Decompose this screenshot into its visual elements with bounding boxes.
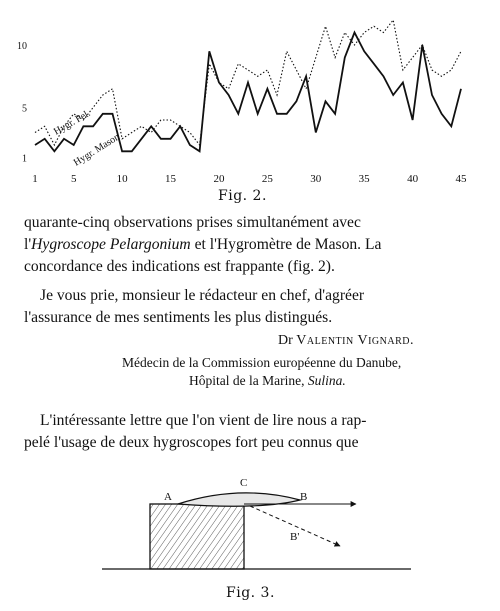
text-fragment: et l'Hygromètre de Mason. La <box>190 236 382 253</box>
text-line: quarante-cinq observations prises simultanément avec <box>24 214 361 231</box>
label-a: A <box>164 491 172 503</box>
paragraph-observations <box>24 212 454 278</box>
label-c: C <box>240 477 248 489</box>
label-b: B <box>300 491 308 503</box>
series-label-hygr-mason: Hygr. Mason <box>71 131 122 169</box>
signature-name <box>278 333 414 349</box>
text-line: concordance des indications est frappante (fig. 2). <box>24 258 335 275</box>
x-tick-label: 10 <box>116 173 128 185</box>
x-tick-label: 30 <box>310 173 322 185</box>
signature-hospital <box>189 373 346 389</box>
text-line: pelé l'usage de deux hygroscopes fort peu connus que <box>24 434 359 451</box>
paragraph-salutation <box>24 285 454 329</box>
series-label-hygr-pel: Hygr. Pel. <box>52 107 93 138</box>
x-tick-label: 40 <box>407 173 419 185</box>
y-tick-label: 1 <box>22 153 27 165</box>
text-line: l'assurance de mes sentiments les plus distingués. <box>24 309 333 326</box>
text-fragment: l' <box>24 236 32 253</box>
x-tick-label: 25 <box>261 173 273 185</box>
fig2-caption: Fig. 2. <box>218 188 267 204</box>
paragraph-hygroscopes <box>24 410 454 454</box>
text-line <box>24 234 454 256</box>
y-tick-label: 5 <box>22 103 27 115</box>
signature-affiliation: Médecin de la Commission européenne du Danube, <box>122 355 402 370</box>
title-prefix: Dr <box>278 333 297 348</box>
x-tick-label: 20 <box>213 173 225 185</box>
x-tick-label: 45 <box>455 173 467 185</box>
fig3-caption: Fig. 3. <box>226 585 275 601</box>
y-tick-label: 10 <box>17 41 27 52</box>
text-fragment: Hôpital de la Marine, <box>189 373 308 388</box>
italic-term: Hygroscope Pelargonium <box>31 236 191 253</box>
wood-block <box>150 504 244 569</box>
x-tick-label: 5 <box>70 173 77 185</box>
x-tick-label: 1 <box>32 173 38 185</box>
italic-place: Sulina. <box>307 373 346 388</box>
text-line: Je vous prie, monsieur le rédacteur en chef, d'agréer <box>40 287 365 304</box>
fig2-chart <box>0 0 500 185</box>
x-tick-label: 15 <box>165 173 177 185</box>
series-line-hygr-mason <box>35 33 461 152</box>
x-tick-label: 35 <box>358 173 370 185</box>
author-name: Valentin Vignard. <box>296 333 414 348</box>
text-line: L'intéressante lettre que l'on vient de lire nous a rap- <box>40 412 367 429</box>
label-b-prime: B' <box>290 531 300 543</box>
